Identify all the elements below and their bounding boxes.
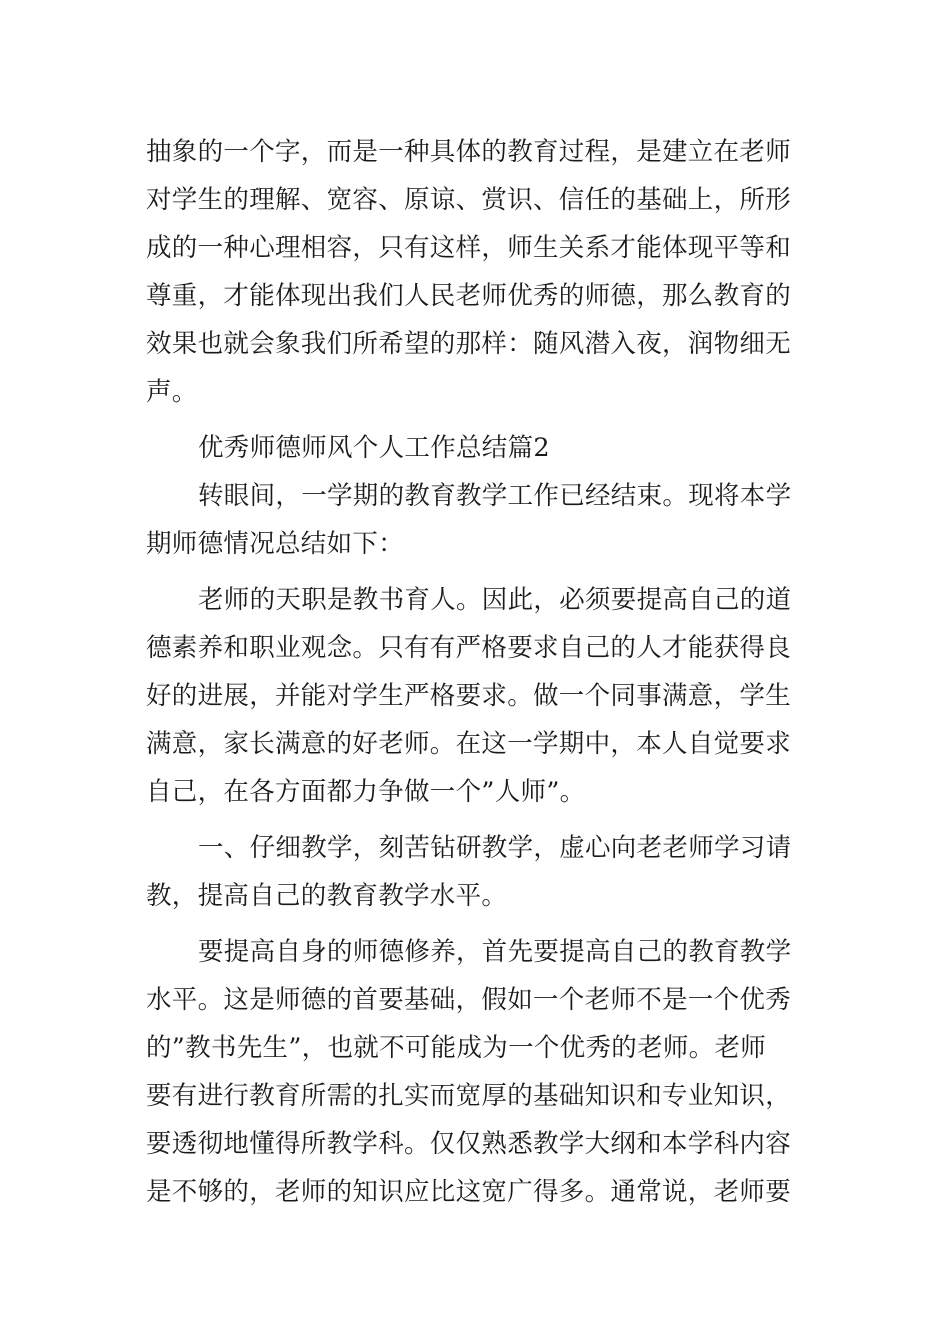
text-line: 教，提高自己的教育教学水平。 <box>146 881 508 911</box>
text-line: 尊重，才能体现出我们人民老师优秀的师德，那么教育的 <box>146 281 792 311</box>
text-line: 抽象的一个字，而是一种具体的教育过程，是建立在老师 <box>146 137 792 167</box>
text-line: 要有进行教育所需的扎实而宽厚的基础知识和专业知识， <box>146 1081 792 1111</box>
text-line: 一、仔细教学，刻苦钻研教学，虚心向老老师学习请 <box>198 833 792 863</box>
text-line: 水平。这是师德的首要基础，假如一个老师不是一个优秀 <box>146 985 792 1015</box>
text-line: 成的一种心理相容，只有这样，师生关系才能体现平等和 <box>146 233 792 263</box>
text-line: 要透彻地懂得所教学科。仅仅熟悉教学大纲和本学科内容 <box>146 1129 792 1159</box>
text-line: 期师德情况总结如下： <box>146 529 405 559</box>
text-line: 自己，在各方面都力争做一个”人师”。 <box>146 777 586 807</box>
text-line: 的”教书先生”，也就不可能成为一个优秀的老师。老师 <box>146 1033 767 1063</box>
text-line: 是不够的，老师的知识应比这宽广得多。通常说，老师要 <box>146 1177 792 1207</box>
section-heading: 优秀师德师风个人工作总结篇2 <box>198 433 550 463</box>
text-line: 效果也就会象我们所希望的那样：随风潜入夜，润物细无 <box>146 329 792 359</box>
text-line: 好的进展，并能对学生严格要求。做一个同事满意，学生 <box>146 681 792 711</box>
text-line: 德素养和职业观念。只有有严格要求自己的人才能获得良 <box>146 633 792 663</box>
text-line: 要提高自身的师德修养，首先要提高自己的教育教学 <box>198 937 792 967</box>
text-line: 对学生的理解、宽容、原谅、赏识、信任的基础上，所形 <box>146 185 792 215</box>
text-line: 声。 <box>146 377 198 407</box>
text-line: 老师的天职是教书育人。因此，必须要提高自己的道 <box>198 585 792 615</box>
text-line: 满意，家长满意的好老师。在这一学期中，本人自觉要求 <box>146 729 792 759</box>
text-line: 转眼间，一学期的教育教学工作已经结束。现将本学 <box>198 481 792 511</box>
